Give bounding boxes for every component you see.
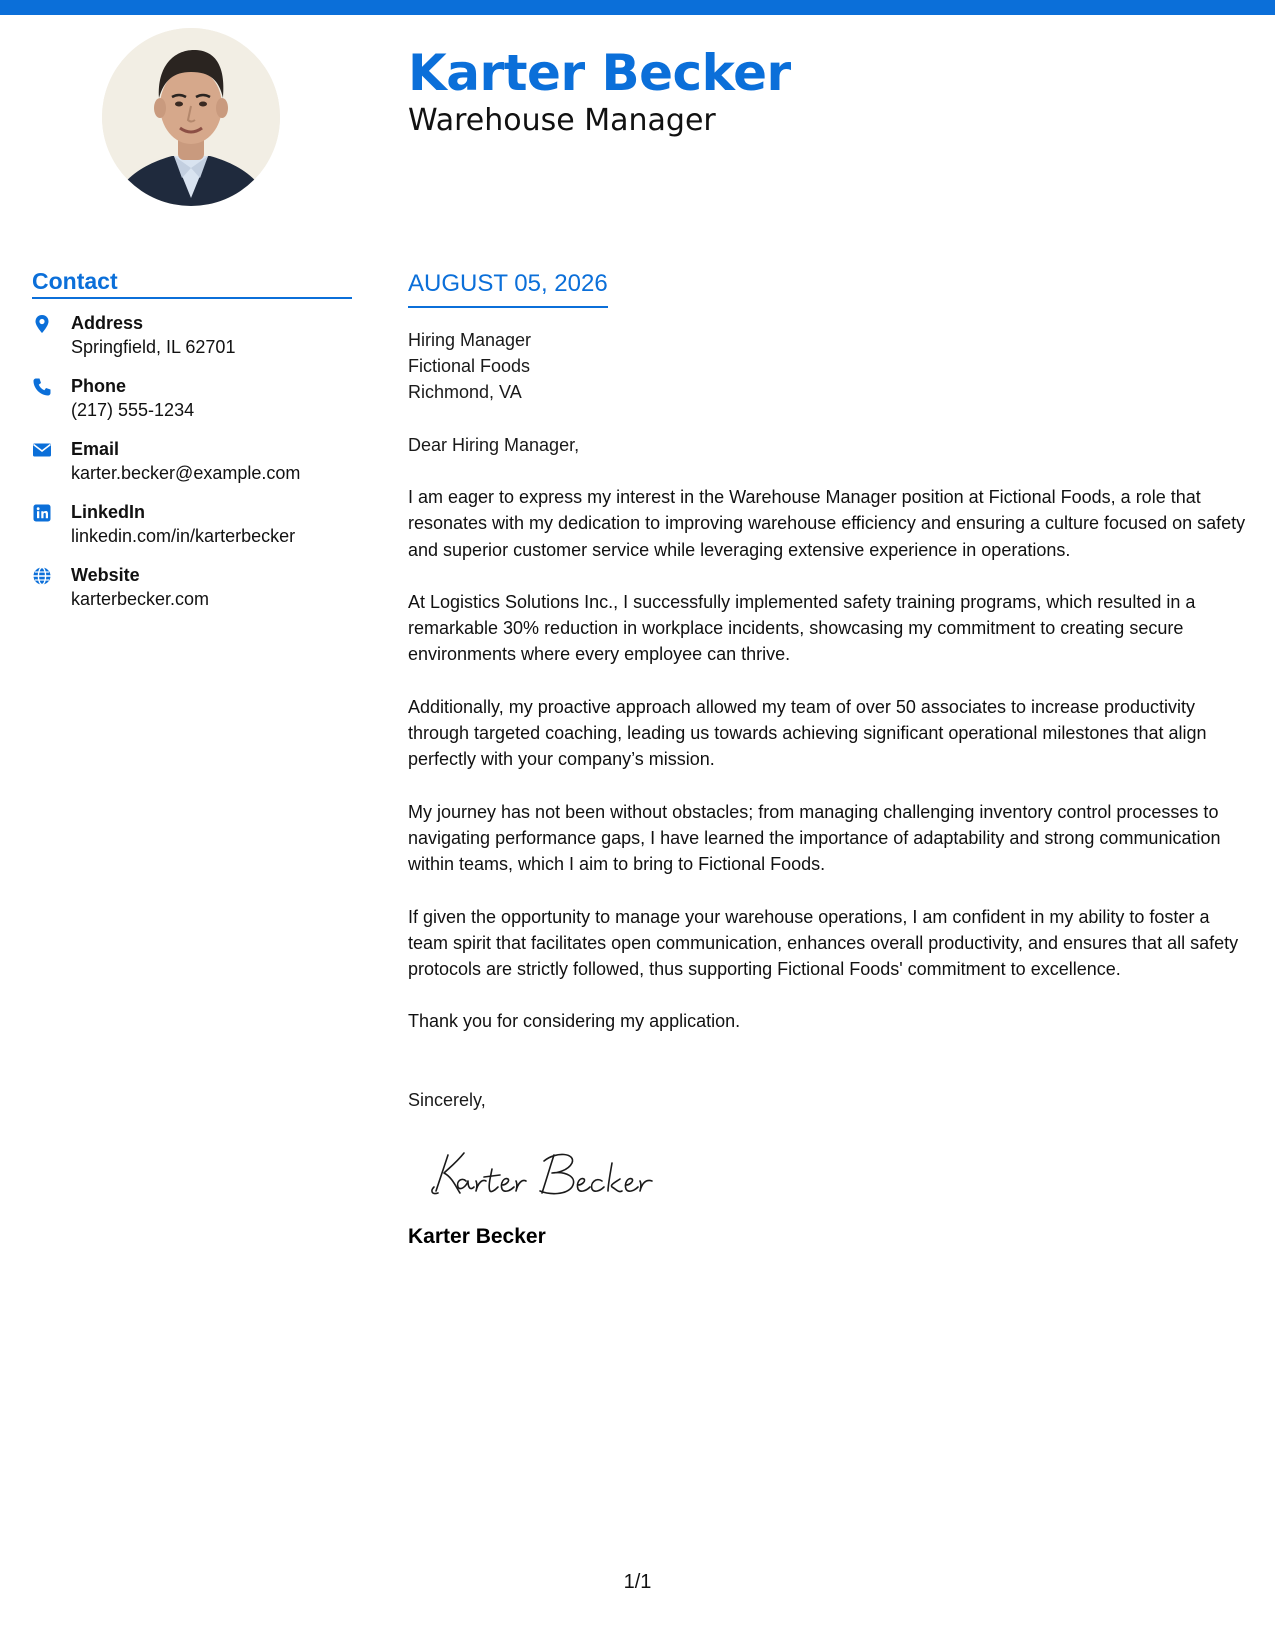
- top-accent-bar: [0, 0, 1275, 15]
- letter-body: [408, 268, 1253, 1251]
- phone-icon: [32, 377, 52, 397]
- contact-value: Springfield, IL 62701: [71, 337, 236, 357]
- contact-label: Address: [71, 313, 144, 333]
- contact-item-linkedin: [32, 500, 352, 563]
- letter-paragraph: I am eager to express my interest in the Warehouse Manager position at Fictional Foods, a role that resonates with my dedication to improving warehouse efficiency and ensuring a culture focused on safety and superior customer service while leveraging extensive experience in operations.: [408, 487, 1246, 560]
- linkedin-icon: [32, 503, 52, 523]
- letter-paragraph: If given the opportunity to manage your warehouse operations, I am confident in my ability to foster a team spirit that facilitates open communication, enhances overall productivity, and ensures that all safety protocols are strictly followed, thus supporting Fictional Foods' commitment to excellence.: [408, 906, 1239, 980]
- letter-paragraph: My journey has not been without obstacles; from managing challenging inventory control processes to navigating performance gaps, I have learned the importance of adaptability and strong communication within teams, which I aim to bring to Fictional Foods.: [408, 801, 1221, 875]
- map-pin-icon: [32, 314, 52, 334]
- recipient-block: [408, 327, 1253, 405]
- contact-value: (217) 555-1234: [71, 400, 195, 420]
- recipient-line: Hiring Manager: [408, 330, 532, 350]
- contact-label: LinkedIn: [71, 502, 146, 522]
- profile-photo: [102, 28, 280, 206]
- letter-paragraph: Thank you for considering my application.: [408, 1011, 741, 1032]
- contact-value: linkedin.com/in/karterbecker: [71, 526, 296, 546]
- contact-item-address: [32, 311, 352, 374]
- contact-label: Phone: [71, 376, 127, 396]
- recipient-line: Fictional Foods: [408, 356, 531, 376]
- contact-value: karterbecker.com: [71, 589, 210, 609]
- job-title: Warehouse Manager: [408, 103, 716, 138]
- contact-item-website: [32, 563, 352, 626]
- contact-item-phone: [32, 374, 352, 437]
- closing: Sincerely,: [408, 1089, 486, 1110]
- envelope-icon: [32, 440, 52, 460]
- letter-paragraph: At Logistics Solutions Inc., I successfully implemented safety training programs, which resulted in a remarkable 30% reduction in workplace incidents, showcasing my commitment to creating secure environments where every employee can thrive.: [408, 591, 1196, 665]
- contact-section-title: Contact: [32, 266, 352, 299]
- signed-name: Karter Becker: [408, 1224, 546, 1248]
- contact-label: Website: [71, 565, 140, 585]
- applicant-name: Karter Becker: [408, 44, 791, 102]
- contact-item-email: [32, 437, 352, 500]
- salutation: Dear Hiring Manager,: [408, 435, 580, 455]
- contact-label: Email: [71, 439, 120, 459]
- recipient-line: Richmond, VA: [408, 382, 522, 402]
- contact-sidebar: [32, 266, 352, 626]
- letter-date: AUGUST 05, 2026: [408, 268, 608, 308]
- handwritten-signature: [426, 1141, 666, 1201]
- letter-paragraph: Additionally, my proactive approach allowed my team of over 50 associates to increase productivity through targeted coaching, leading us towards achieving significant operational milestones that align perfectly with your company’s mission.: [408, 696, 1207, 770]
- page-number: 1/1: [623, 1571, 652, 1593]
- contact-value: karter.becker@example.com: [71, 463, 301, 483]
- globe-icon: [32, 566, 52, 586]
